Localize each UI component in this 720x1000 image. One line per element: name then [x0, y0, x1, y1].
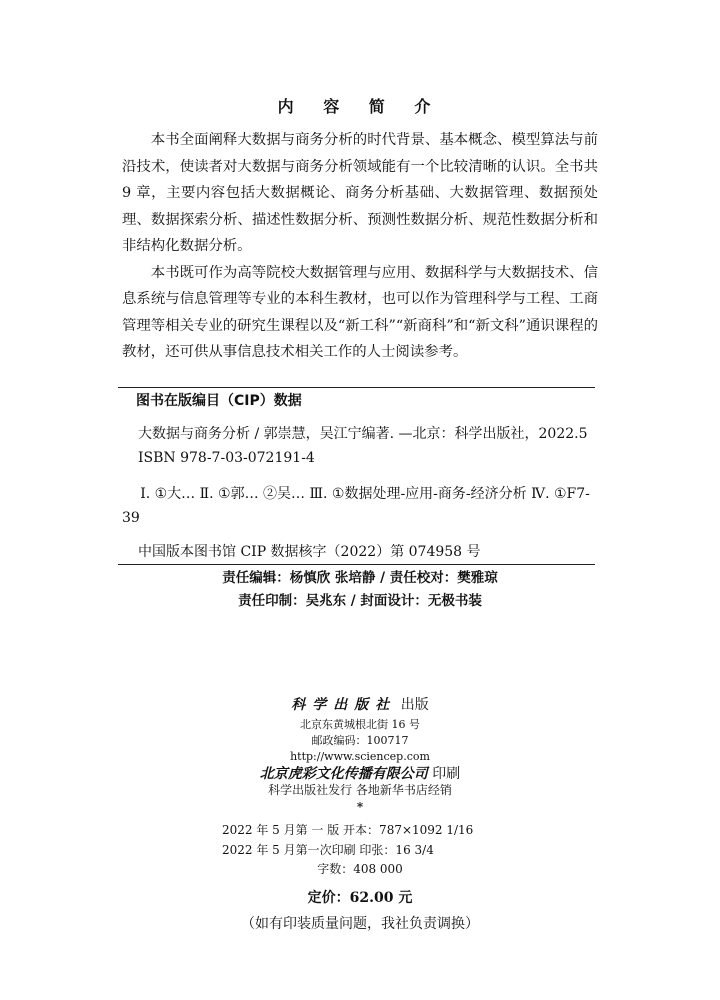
edition-line-2: 2022 年 5 月第一次印刷 印张：16 3/4 — [222, 843, 434, 857]
publisher-name: 科学出版社 — [291, 697, 397, 713]
cip-classification: Ⅰ. ①大… Ⅱ. ①郭… ②吴… Ⅲ. ①数据处理-应用-商务-经济分析 Ⅳ. ①F7-39 — [122, 486, 590, 526]
separator-star: * — [356, 800, 364, 814]
printer-line — [0, 763, 720, 783]
intro-paragraph-1: 本书全面阐释大数据与商务分析的时代背景、基本概念、模型算法与前沿技术，使读者对大数据与商务分析领域能有一个比较清晰的认识。全书共 9 章，主要内容包括大数据概论、商务分析基础、大数据管理、数据预处理、数据探索分析、描述性数据分析、预测性数据分析、规范性数据分析和非结构化数据分析。 — [122, 132, 598, 254]
cip-isbn: ISBN 978-7-03-072191-4 — [138, 450, 315, 466]
publisher-url: http://www.sciencep.com — [290, 750, 430, 763]
quality-note: （如有印装质量问题，我社负责调换） — [241, 916, 479, 932]
publisher-postcode: 邮政编码：100717 — [311, 734, 409, 747]
cip-line-1: 大数据与商务分析 / 郭崇慧，吴江宁编著. —北京：科学出版社，2022.5 — [138, 426, 588, 442]
divider-top — [118, 387, 595, 388]
cip-heading: 图书在版编目（CIP）数据 — [136, 393, 302, 409]
printer-name: 北京虎彩文化传播有限公司 — [259, 766, 428, 782]
divider-bottom — [118, 564, 595, 565]
cip-approval: 中国版本图书馆 CIP 数据核字（2022）第 074958 号 — [138, 544, 481, 560]
intro-paragraph-2: 本书既可作为高等院校大数据管理与应用、数据科学与大数据技术、信息系统与信息管理等专业的本科生教材，也可以作为管理科学与工程、工商管理等相关专业的研究生课程以及“新工科”“新商科”和“新文科”通识课程的教材，还可供从事信息技术相关工作的人士阅读参考。 — [122, 264, 598, 360]
edition-line-1: 2022 年 5 月第 一 版 开本：787×1092 1/16 — [222, 823, 474, 837]
printer-suffix: 印刷 — [432, 766, 461, 782]
publisher-address: 北京东黄城根北街 16 号 — [300, 718, 420, 731]
cip-record — [138, 422, 618, 470]
page-title: 内 容 简 介 — [277, 97, 443, 116]
credits-line-1: 责任编辑：杨慎欣 张培静 / 责任校对：樊雅琼 — [222, 570, 498, 586]
credits-line-2: 责任印制：吴兆东 / 封面设计：无极书装 — [238, 593, 482, 609]
distribution-line: 科学出版社发行 各地新华书店经销 — [268, 783, 452, 797]
publisher-suffix: 出版 — [400, 697, 429, 713]
word-count: 字数：408 000 — [317, 862, 403, 876]
price: 定价：62.00 元 — [307, 890, 413, 906]
intro-body — [122, 127, 598, 366]
publisher-line — [0, 694, 720, 714]
